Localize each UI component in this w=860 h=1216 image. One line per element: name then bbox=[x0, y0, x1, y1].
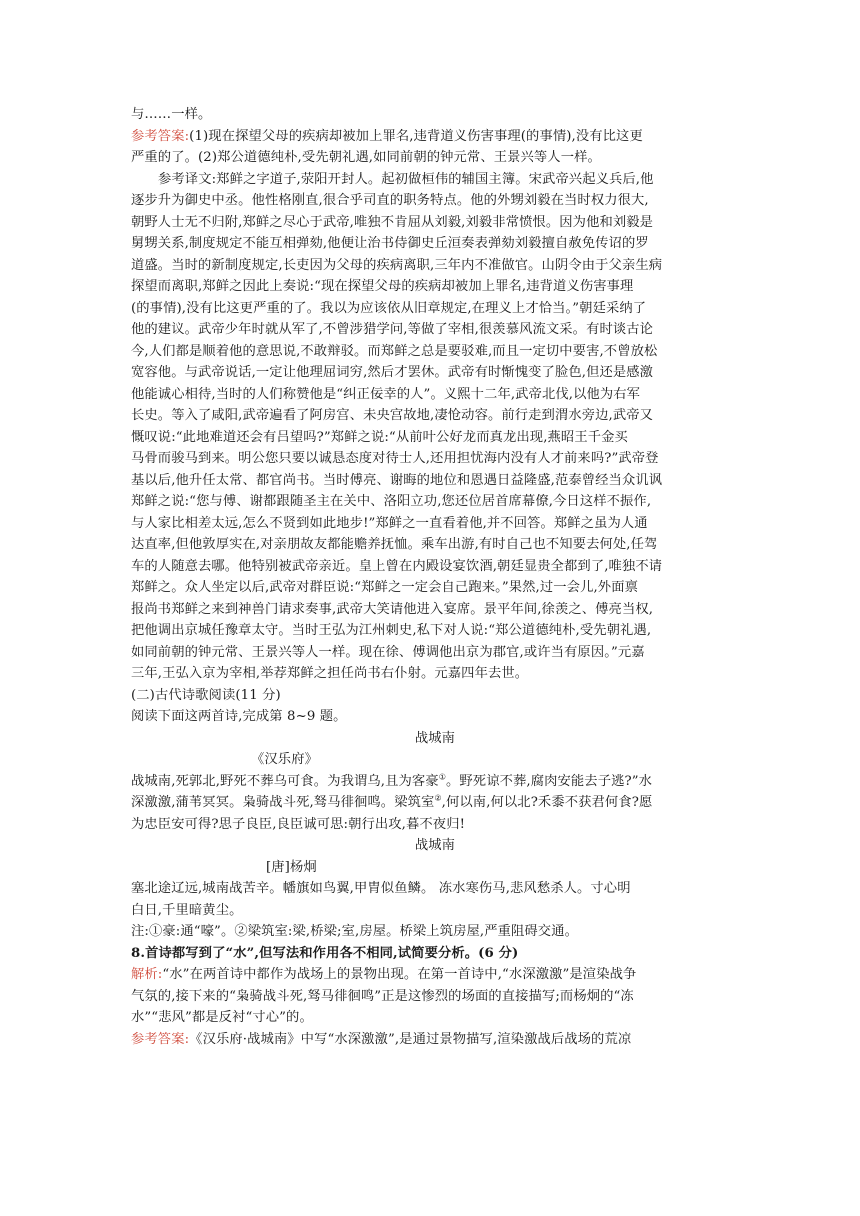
line-text: 与人家比相差太远,怎么不贤到如此地步!”郑鲜之一直看着他,并不回答。郑鲜之虽为人通 bbox=[131, 515, 648, 531]
line-text: 道盛。当时的新制度规定,长吏因为父母的疾病离职,三年内不准做官。山阴令由于父亲生病 bbox=[131, 257, 663, 273]
text-line bbox=[131, 599, 739, 621]
line-text: [唐]杨炯 bbox=[266, 859, 317, 875]
line-text: 水”“悲风”都是反衬“寸心”的。 bbox=[131, 1010, 313, 1025]
line-text: 如同前朝的钟元常、王景兴等人一样。现在徐、傅调他出京为郡官,或许当有原因。”元嘉 bbox=[131, 644, 645, 660]
text-line bbox=[131, 857, 739, 879]
line-text: 参考译文:郑鲜之字道子,荥阳开封人。起初做桓伟的辅国主簿。宋武帝兴起义兵后,他 bbox=[158, 171, 654, 187]
text-line bbox=[131, 405, 739, 427]
text-line bbox=[131, 1007, 739, 1029]
line-text: 舅甥关系,制度规定不能互相弹劾,他便让治书侍御史丘洹奏表弹劾刘毅擅自赦免传诏的罗 bbox=[131, 236, 649, 251]
line-text: 《汉乐府·战城南》中写“水深激激”,是通过景物描写,渲染激战后战场的荒凉 bbox=[189, 1031, 632, 1047]
text-line bbox=[131, 814, 739, 836]
text-line bbox=[131, 255, 739, 277]
text-line bbox=[131, 728, 739, 750]
text-line bbox=[131, 943, 739, 965]
text-line bbox=[131, 470, 739, 492]
document-body bbox=[131, 104, 739, 1050]
line-text: 朝野人士无不归附,郑鲜之尽心于武帝,唯独不肯屈从刘毅,刘毅非常愤恨。因为他和刘毅是 bbox=[131, 214, 654, 230]
line-text: 战城南 bbox=[414, 838, 456, 853]
text-line bbox=[131, 964, 739, 986]
text-line bbox=[131, 620, 739, 642]
line-text: 慨叹说:“此地难道还会有吕望吗?”郑鲜之说:“从前叶公好龙而真龙出现,燕昭王千金买 bbox=[131, 429, 628, 445]
line-text: 塞北途辽远,城南战苦辛。幡旗如鸟翼,甲胄似鱼鳞。 冻水寒伤马,悲风愁杀人。寸心明 bbox=[131, 881, 631, 896]
text-line bbox=[131, 427, 739, 449]
line-text: 。野死谅不葬,腐肉安能去子逃?”水 bbox=[446, 773, 653, 789]
text-line bbox=[131, 448, 739, 470]
text-line bbox=[131, 878, 739, 900]
footnote-marker: ② bbox=[434, 793, 442, 803]
line-text: 报尚书郑鲜之来到神兽门请求奏事,武帝大笑请他进入宴席。景平年间,徐羡之、傅亮当权, bbox=[131, 601, 654, 617]
line-text: 基以后,他升任太常、都官尚书。当时傅亮、谢晦的地位和恩遇日益隆盛,范泰曾经当众讥讽 bbox=[131, 472, 663, 488]
text-line bbox=[131, 341, 739, 363]
line-text: 车的人随意去哪。他特别被武帝亲近。皇上曾在内殿设宴饮酒,朝廷显贵全都到了,唯独不请 bbox=[131, 558, 663, 574]
text-line bbox=[131, 986, 739, 1008]
line-text: 长史。等入了咸阳,武帝遍看了阿房宫、未央宫故地,凄怆动容。前行走到渭水旁边,武帝又 bbox=[131, 408, 654, 423]
line-text: 他的建议。武帝少年时就从军了,不曾涉猎学问,等做了宰相,很羡慕风流文采。有时谈古论 bbox=[131, 322, 654, 337]
line-text: 郑鲜之说:“您与傅、谢都跟随圣主在关中、洛阳立功,您还位居首席幕僚,今日这样不振作, bbox=[131, 494, 652, 509]
text-line bbox=[131, 362, 739, 384]
line-text: 8.首诗都写到了“水”,但写法和作用各不相同,试简要分析。(6 分) bbox=[131, 945, 519, 961]
footnote-marker: ① bbox=[438, 772, 446, 782]
answer-label: 解析: bbox=[131, 967, 163, 982]
line-text: 郑鲜之。众人坐定以后,武帝对群臣说:“郑鲜之一定会自己跑来。”果然,过一会儿,外面禀 bbox=[131, 580, 638, 595]
text-line bbox=[131, 556, 739, 578]
line-text: (1)现在探望父母的疾病却被加上罪名,违背道义伤害事理(的事情),没有比这更 bbox=[189, 128, 643, 144]
line-text: 白日,千里暗黄尘。 bbox=[131, 902, 243, 918]
text-line bbox=[131, 147, 739, 169]
line-text: 战城南,死郭北,野死不葬乌可食。为我谓乌,且为客豪 bbox=[131, 773, 439, 789]
line-text: 他能诚心相待,当时的人们称赞他是“纠正佞幸的人”。义熙十二年,武帝北伐,以他为右军 bbox=[131, 386, 641, 402]
text-line bbox=[131, 685, 739, 707]
text-line bbox=[131, 169, 739, 191]
line-text: “水”在两首诗中都作为战场上的景物出现。在第一首诗中,“水深激激”是渲染战争 bbox=[162, 967, 637, 982]
text-line bbox=[131, 642, 739, 664]
text-line bbox=[131, 577, 739, 599]
line-text: 今,人们都是顺着他的意思说,不敢辩驳。而郑鲜之总是要驳难,而且一定切中要害,不曾放松 bbox=[131, 343, 658, 359]
text-line bbox=[131, 104, 739, 126]
line-text: (二)古代诗歌阅读(11 分) bbox=[131, 687, 281, 703]
text-line bbox=[131, 276, 739, 298]
text-line bbox=[131, 212, 739, 234]
answer-label: 参考答案: bbox=[131, 1031, 190, 1047]
text-line bbox=[131, 298, 739, 320]
text-line bbox=[131, 491, 739, 513]
text-line bbox=[131, 835, 739, 857]
line-text: 宽容他。与武帝说话,一定让他理屈词穷,然后才罢休。武帝有时惭愧变了脸色,但还是感激 bbox=[131, 365, 654, 380]
answer-label: 参考答案: bbox=[131, 128, 190, 144]
text-line bbox=[131, 900, 739, 922]
text-line bbox=[131, 126, 739, 148]
line-text: 注:①豪:通“嚎”。②梁筑室:梁,桥梁;室,房屋。桥梁上筑房屋,严重阻碍交通。 bbox=[131, 924, 579, 939]
line-text: 逐步升为御史中丞。他性格刚直,很合乎司直的职务特点。他的外甥刘毅在当时权力很大, bbox=[131, 193, 649, 208]
line-text: 气氛的,接下来的“枭骑战斗死,驽马徘徊鸣”正是这惨烈的场面的直接描写;而杨炯的“冻 bbox=[131, 988, 634, 1004]
line-text: 与……一样。 bbox=[131, 107, 212, 122]
text-line bbox=[131, 319, 739, 341]
line-text: 阅读下面这两首诗,完成第 8~9 题。 bbox=[131, 709, 347, 724]
text-line bbox=[131, 792, 739, 814]
text-line bbox=[131, 749, 739, 771]
line-text: 把他调出京城任豫章太守。当时王弘为江州刺史,私下对人说:“郑公道德纯朴,受先朝礼遇, bbox=[131, 623, 652, 638]
text-line bbox=[131, 513, 739, 535]
line-text: 战城南 bbox=[414, 730, 456, 746]
text-line bbox=[131, 384, 739, 406]
text-line bbox=[131, 706, 739, 728]
line-text: 探望而离职,郑鲜之因此上奏说:“现在探望父母的疾病却被加上罪名,违背道义伤害事理 bbox=[131, 279, 634, 294]
line-text: 为忠臣安可得?思子良臣,良臣诚可思:朝行出攻,暮不夜归! bbox=[131, 816, 466, 832]
text-line bbox=[131, 233, 739, 255]
line-text: 严重的了。(2)郑公道德纯朴,受先朝礼遇,如同前朝的钟元常、王景兴等人一样。 bbox=[131, 150, 601, 165]
line-text: 马骨而骏马到来。明公您只要以诚恳态度对待士人,还用担忧海内没有人才前来吗?”武帝登 bbox=[131, 451, 659, 466]
line-text: 三年,王弘入京为宰相,举荐郑鲜之担任尚书右仆射。元嘉四年去世。 bbox=[131, 666, 529, 681]
text-line bbox=[131, 534, 739, 556]
line-text: 深激激,蒲苇冥冥。枭骑战斗死,驽马徘徊鸣。梁筑室 bbox=[131, 795, 435, 810]
line-text: 达直率,但他敦厚实在,对亲朋故友都能赡养抚恤。乘车出游,有时自己也不知要去何处,任驾 bbox=[131, 537, 658, 552]
text-line bbox=[131, 921, 739, 943]
line-text: (的事情),没有比这更严重的了。我以为应该依从旧章规定,在理义上才恰当。”朝廷采纳了 bbox=[131, 300, 647, 316]
line-text: 《汉乐府》 bbox=[251, 752, 318, 767]
text-line bbox=[131, 663, 739, 685]
text-line bbox=[131, 1029, 739, 1051]
text-line bbox=[131, 771, 739, 793]
text-line bbox=[131, 190, 739, 212]
line-text: ,何以南,何以北?禾黍不获君何食?愿 bbox=[441, 795, 653, 810]
